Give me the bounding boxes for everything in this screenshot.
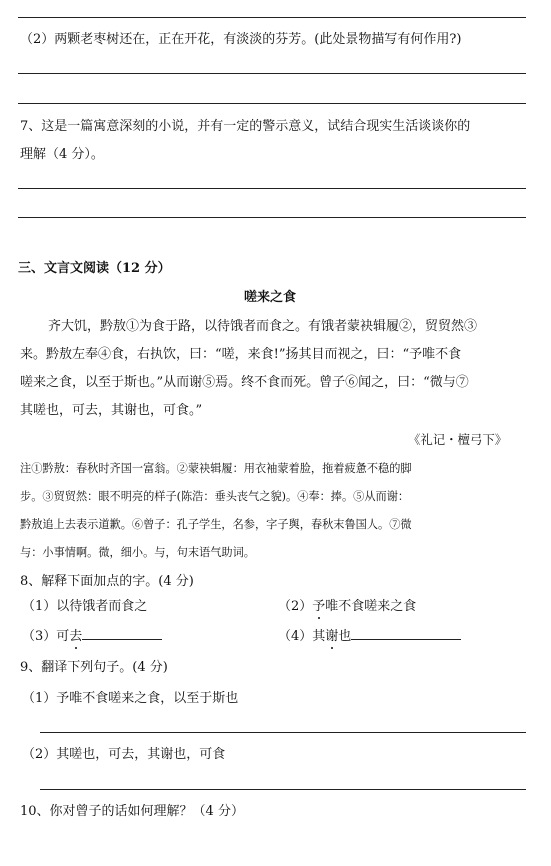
note-line: 步。③贸贸然：眼不明亮的样子(陈浩：垂头丧气之貌)。④奉：捧。⑤从而谢： bbox=[20, 490, 410, 503]
dotted-character: 予 bbox=[312, 599, 326, 614]
item-prefix: （2） bbox=[278, 599, 313, 614]
question-7-line1: 7、这是一篇寓意深刻的小说，并有一定的警示意义，试结合现实生活谈谈你的 bbox=[20, 119, 471, 134]
question-9-title: 9、翻译下列句子。(4 分) bbox=[20, 660, 168, 675]
answer-line[interactable] bbox=[40, 732, 526, 733]
dotted-character: 去 bbox=[69, 629, 83, 644]
question-9-item-2: （2）其嗟也，可去，其谢也，可食 bbox=[22, 747, 226, 762]
question-8-item-3 bbox=[22, 627, 162, 645]
item-suffix: 唯不食嗟来之食 bbox=[325, 599, 417, 614]
question-7-line2: 理解（4 分）。 bbox=[20, 147, 104, 162]
passage-line: 嗟来之食，以至于斯也。”从而谢⑤焉。终不食而死。曾子⑥闻之，曰：“微与⑦ bbox=[20, 375, 469, 390]
answer-blank[interactable] bbox=[351, 627, 461, 640]
answer-line[interactable] bbox=[18, 73, 526, 74]
item-prefix: （4）其 bbox=[278, 629, 326, 644]
item-prefix: （3）可 bbox=[22, 629, 70, 644]
question-8-item-1: （1）以待饿者而食之 bbox=[22, 599, 148, 614]
section-3-title: 三、文言文阅读（12 分） bbox=[18, 261, 171, 276]
dotted-character: 谢 bbox=[325, 629, 339, 644]
note-line: 黔敖追上去表示道歉。⑥曾子：孔子学生，名参，字子舆，春秋末鲁国人。⑦微 bbox=[20, 518, 412, 531]
passage-line: 其嗟也，可去，其谢也，可食。” bbox=[20, 403, 203, 418]
answer-line[interactable] bbox=[18, 103, 526, 104]
question-10: 10、你对曾子的话如何理解？（4 分） bbox=[20, 804, 244, 819]
question-6-2: （2）两颗老枣树还在，正在开花，有淡淡的芬芳。(此处景物描写有何作用?) bbox=[20, 32, 462, 47]
answer-blank[interactable] bbox=[82, 627, 162, 640]
question-8-title: 8、解释下面加点的字。(4 分) bbox=[20, 574, 194, 589]
note-line: 注①黔敖：春秋时齐国一富翁。②蒙袂辑履：用衣袖蒙着脸，拖着疲惫不稳的脚 bbox=[20, 462, 412, 475]
passage-line: 齐大饥，黔敖①为食于路，以待饿者而食之。有饿者蒙袂辑履②，贸贸然③ bbox=[48, 319, 478, 334]
question-8-item-4 bbox=[278, 627, 461, 645]
note-line: 与：小事情啊。微，细小。与，句末语气助词。 bbox=[20, 546, 255, 559]
passage-title: 嗟来之食 bbox=[244, 290, 297, 305]
item-suffix: 也 bbox=[338, 629, 352, 644]
answer-line[interactable] bbox=[18, 17, 526, 18]
answer-line[interactable] bbox=[18, 217, 526, 218]
answer-line[interactable] bbox=[40, 789, 526, 790]
passage-source: 《礼记・檀弓下》 bbox=[408, 432, 508, 447]
answer-line[interactable] bbox=[18, 188, 526, 189]
passage-line: 来。黔敖左奉④食，右执饮，曰：“嗟，来食!”扬其目而视之，曰：“予唯不食 bbox=[20, 347, 462, 362]
question-9-item-1: （1）予唯不食嗟来之食，以至于斯也 bbox=[22, 691, 239, 706]
question-8-item-2 bbox=[278, 599, 416, 615]
